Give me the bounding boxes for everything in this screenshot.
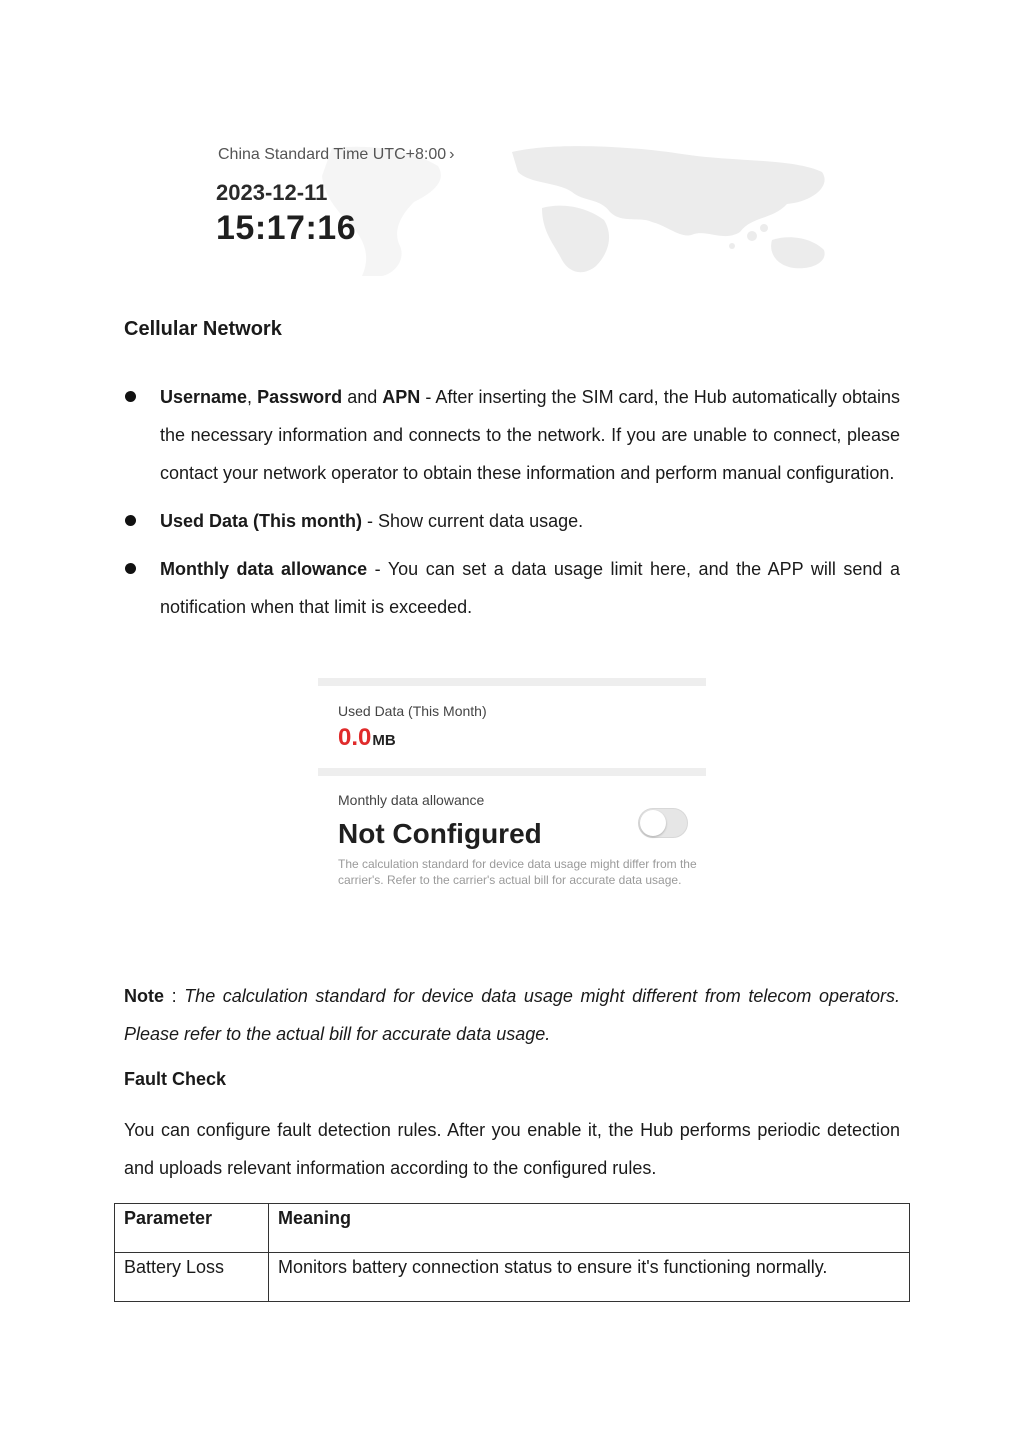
- list-item: [124, 502, 900, 540]
- divider: [318, 678, 706, 686]
- used-data-number: 0.0: [338, 724, 372, 751]
- bullet-text: - After inserting the SIM card, the Hub automatically obtains the necessary information and connects to the network. If you are unable to connect, please contact your network operator to obtain these information and perform manual configuration.: [160, 387, 901, 483]
- feature-list: [124, 378, 900, 636]
- term-password: Password: [257, 387, 343, 407]
- bullet-icon: [125, 563, 136, 574]
- table-row: [115, 1253, 910, 1302]
- fault-check-description: You can configure fault detection rules. After you enable it, the Hub performs periodic detection and uploads relevant information according to the configured rules.: [124, 1120, 900, 1178]
- used-data-unit: MB: [372, 732, 396, 749]
- data-usage-screenshot: [318, 678, 706, 910]
- fault-check-heading: Fault Check: [124, 1069, 227, 1089]
- table-cell: Monitors battery connection status to ensure it's functioning normally.: [269, 1253, 910, 1302]
- chevron-right-icon[interactable]: ›: [449, 146, 455, 163]
- list-item: [124, 550, 900, 626]
- timezone-label[interactable]: China Standard Time UTC+8:00 ›: [218, 146, 455, 163]
- term-username: Username: [160, 387, 248, 407]
- note-text: The calculation standard for device data usage might different from telecom operators. Please refer to the actual bill for accurate data usage.: [124, 986, 900, 1044]
- allowance-note: The calculation standard for device data usage might differ from the carrier's. Refer to the carrier's actual bill for accurate data usage.: [338, 857, 697, 887]
- joiner: and: [342, 387, 383, 407]
- bullet-icon: [125, 515, 136, 526]
- divider: [318, 768, 706, 776]
- table-header-row: [115, 1204, 910, 1253]
- used-data-label: Used Data (This Month): [338, 703, 487, 719]
- list-item: [124, 378, 900, 492]
- time-banner-screenshot: [212, 142, 834, 278]
- bullet-text: - You can set a data usage limit here, and the APP will send a notification when that limit is exceeded.: [160, 559, 900, 617]
- allowance-toggle[interactable]: [638, 808, 688, 838]
- parameter-table: [114, 1203, 910, 1302]
- term-used-data: Used Data (This month): [160, 511, 363, 531]
- note-paragraph: [124, 977, 900, 1053]
- joiner: ,: [247, 387, 258, 407]
- allowance-value[interactable]: Not Configured: [338, 818, 542, 849]
- current-time: 15:17:16: [216, 209, 357, 247]
- note-label: Note: [124, 986, 164, 1006]
- used-data-value: [338, 724, 396, 752]
- toggle-knob[interactable]: [640, 810, 666, 836]
- section-heading: Cellular Network: [124, 318, 282, 340]
- column-header-parameter: Parameter: [115, 1204, 269, 1253]
- table-cell: Battery Loss: [115, 1253, 269, 1302]
- column-header-meaning: Meaning: [269, 1204, 910, 1253]
- note-separator: :: [164, 986, 185, 1006]
- term-apn: APN: [382, 387, 421, 407]
- current-date: 2023-12-11: [216, 180, 328, 205]
- allowance-label: Monthly data allowance: [338, 792, 485, 808]
- term-monthly-allowance: Monthly data allowance: [160, 559, 368, 579]
- bullet-text: - Show current data usage.: [362, 511, 584, 531]
- bullet-icon: [125, 391, 136, 402]
